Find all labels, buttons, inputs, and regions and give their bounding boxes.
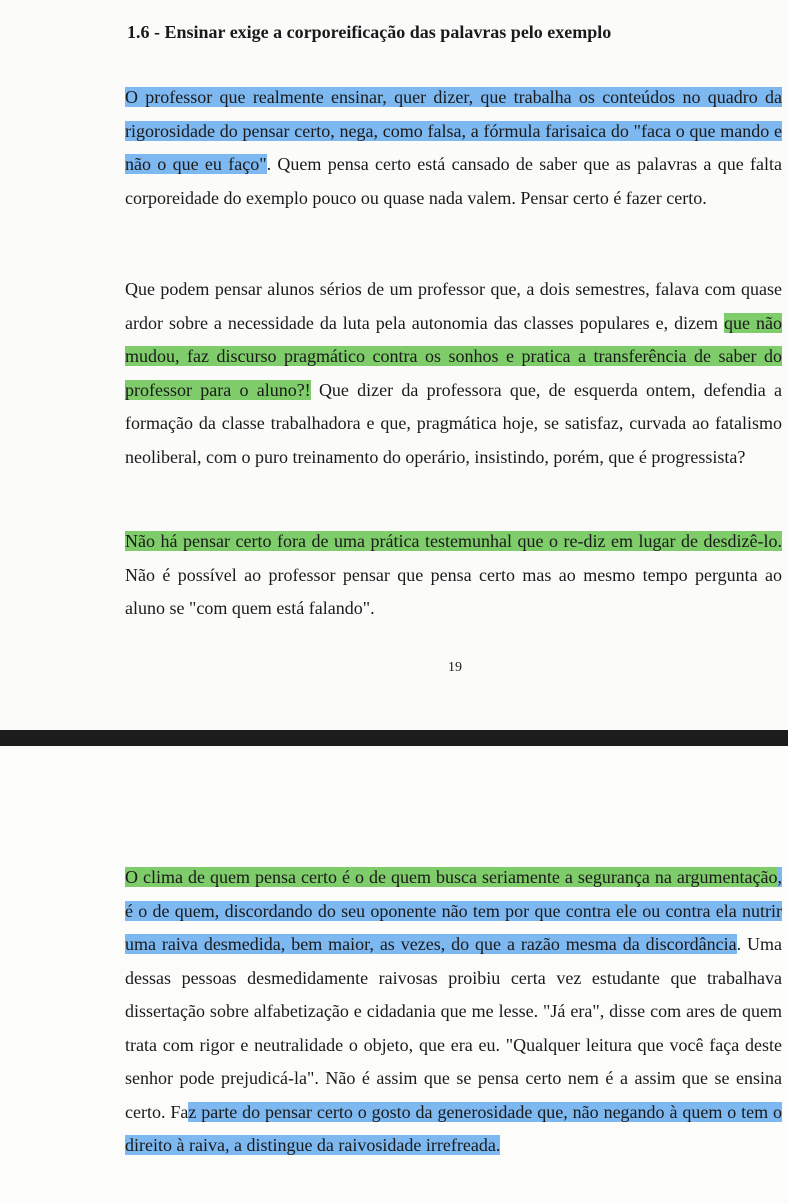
paragraph-2 <box>125 273 782 474</box>
paragraph-text: Não é possível ao professor pensar que pensa certo mas ao mesmo tempo pergunta ao aluno se "com quem está falando". <box>125 564 782 618</box>
paragraph-text: Que podem pensar alunos sérios de um professor que, a dois semestres, falava com quase ardor sobre a necessidade da luta pela autonomia das classes populares e, dizem <box>125 279 782 333</box>
paragraph-text: . Uma dessas pessoas desmedidamente raivosas proibiu certa vez estudante que trabalhava dissertação sobre alfabetização e cidadania que me lesse. "Já era", disse com ares de quem trata com rigor e neutralidade o objeto, que era eu. "Qualquer leitura que você faça deste senhor pode prejudicá-la". Não é assim que se pensa certo nem é a assim que se ensina certo. Fa <box>125 934 782 1122</box>
highlighted-text: O professor que realmente ensinar, quer dizer, que trabalha os conteúdos no quadro da rigorosidade do pensar certo, nega, como falsa, a fórmula farisaica do "faca o que mando e não o que eu faço" <box>125 87 782 174</box>
highlighted-text: Não há pensar certo fora de uma prática testemunhal que o re-diz em lugar de desdizê-lo. <box>125 531 782 551</box>
page-divider <box>0 730 788 746</box>
highlighted-text: O clima de quem pensa certo é o de quem busca seriamente a segurança na argumentação <box>125 867 778 887</box>
paragraph-text: Que dizer da professora que, de esquerda ontem, defendia a formação da classe trabalhadora e que, pragmática hoje, se satisfaz, curvada ao fatalismo neoliberal, com o puro treinamento do operário, insistindo, porém, que é progressista? <box>125 379 782 467</box>
paragraph-4 <box>125 861 782 1163</box>
page-number: 19 <box>448 660 462 675</box>
section-heading: 1.6 - Ensinar exige a corporeificação das palavras pelo exemplo <box>127 22 612 42</box>
highlighted-text: que não mudou, faz discurso pragmático contra os sonhos e pratica a transferência de saber do professor para o aluno?! <box>125 312 783 400</box>
paragraph-1 <box>125 81 782 215</box>
paragraph-text: . Quem pensa certo está cansado de saber que as palavras a que falta corporeidade do exemplo pouco ou quase nada valem. Pensar certo é fazer certo. <box>125 154 782 208</box>
paragraph-3 <box>125 525 782 626</box>
highlighted-text: z parte do pensar certo o gosto da generosidade que, não negando à quem o tem o direito à raiva, a distingue da raivosidade irrefreada. <box>125 1101 782 1155</box>
highlighted-text: , é o de quem, discordando do seu oponente não tem por que contra ele ou contra ela nutrir uma raiva desmedida, bem maior, as vezes, do que a razão mesma da discordância <box>125 867 782 954</box>
